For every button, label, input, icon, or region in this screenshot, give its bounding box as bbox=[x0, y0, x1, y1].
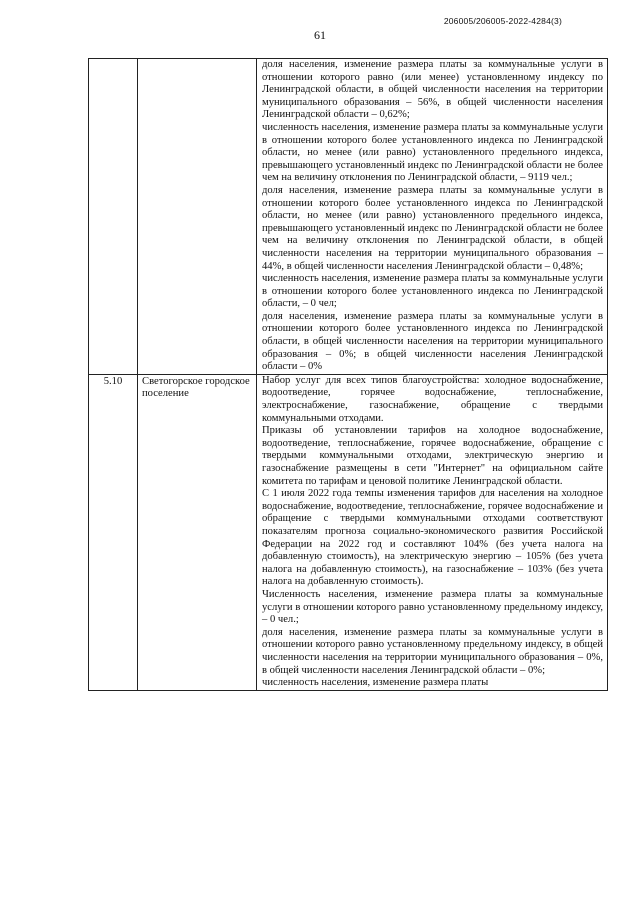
paragraph: доля населения, изменение размера платы за коммунальные услуги в отношении которого более установленного индекса по Ленинградской области, в общей численности населения на территории муниципального образования – 0%; в общей численности населения Ленинградской области – 0% bbox=[262, 310, 603, 373]
paragraph: доля населения, изменение размера платы за коммунальные услуги в отношении которого равно установленному предельному индексу, в общей численности населения на территории муниципального образования – 0%, в общей численности населения Ленинградской области – 0%; bbox=[262, 626, 603, 676]
paragraph: численность населения, изменение размера платы за коммунальные услуги в отношении которого более установленного индекса по Ленинградской области, – 0 чел; bbox=[262, 273, 603, 310]
row-number-cell bbox=[89, 374, 138, 690]
municipal-data-table bbox=[88, 58, 608, 691]
row-number: 5.10 bbox=[103, 375, 123, 387]
paragraph: численность населения, изменение размера платы за коммунальные услуги в отношении которого более установленного индекса по Ленинградской области, но менее (или равно) установленного предельного индекса, превышающего установленный индекс по Ленинградской области не более чем на величину отклонения по Ленинградской области, – 9119 чел.; bbox=[262, 121, 603, 184]
row-number-cell bbox=[89, 59, 138, 375]
document-code: 206005/206005-2022-4284(3) bbox=[443, 16, 562, 26]
municipality-name-cell bbox=[138, 374, 257, 690]
paragraph: численность населения, изменение размера платы bbox=[262, 677, 489, 689]
paragraph: Набор услуг для всех типов благоустройства: холодное водоснабжение, водоотведение, горячее водоснабжение, теплоснабжение, электроснабжение, газоснабжение, обращение с твердыми коммунальными отходами. bbox=[262, 374, 603, 424]
paragraph: Приказы об установлении тарифов на холодное водоснабжение, водоотведение, теплоснабжение, горячее водоснабжение, обращение с твердыми коммунальными отходами, электрическую энергию и газоснабжение размещены в сети "Интернет" на официальном сайте комитета по тарифам и ценовой политике Ленинградской области. bbox=[262, 425, 603, 487]
table-row bbox=[89, 59, 608, 375]
municipality-name: Светогорское городское поселение bbox=[142, 375, 250, 400]
description-cell bbox=[257, 59, 608, 375]
paragraph: доля населения, изменение размера платы за коммунальные услуги в отношении которого равно (или менее) установленному индексу по Ленинградской области, в общей численности населения на территории муниципального образования – 56%, в общей численности населения Ленинградской области – 0,62%; bbox=[262, 59, 603, 121]
paragraph: доля населения, изменение размера платы за коммунальные услуги в отношении которого более установленного индекса по Ленинградской области, но менее (или равно) установленного предельного индекса, превышающего установленный индекс по Ленинградской области не более чем на величину отклонения по Ленинградской области, в общей численности населения на территории муниципального образования – 44%, в общей численности населения Ленинградской области – 0,48%; bbox=[262, 184, 603, 272]
table-row bbox=[89, 374, 608, 690]
row-number bbox=[89, 59, 137, 60]
paragraph: Численность населения, изменение размера платы за коммунальные услуги в отношении которого равно установленному предельному индексу, – 0 чел.; bbox=[262, 588, 603, 626]
municipality-name-cell bbox=[138, 59, 257, 375]
paragraph: С 1 июля 2022 года темпы изменения тарифов для населения на холодное водоснабжение, водоотведение, теплоснабжение, горячее водоснабжение и обращение с твердыми коммунальными отходами соответствуют показателям прогноза социально-экономического развития Российской Федерации на 2022 год и составляют 104% (без учета налога на добавленную стоимость), на электрическую энергию – 105% (без учета налога на добавленную стоимость), на газоснабжение – 103% (без учета налога на добавленную стоимость). bbox=[262, 488, 603, 588]
description-cell bbox=[257, 374, 608, 690]
page-number: 61 bbox=[314, 28, 326, 42]
municipality-name bbox=[138, 59, 256, 61]
